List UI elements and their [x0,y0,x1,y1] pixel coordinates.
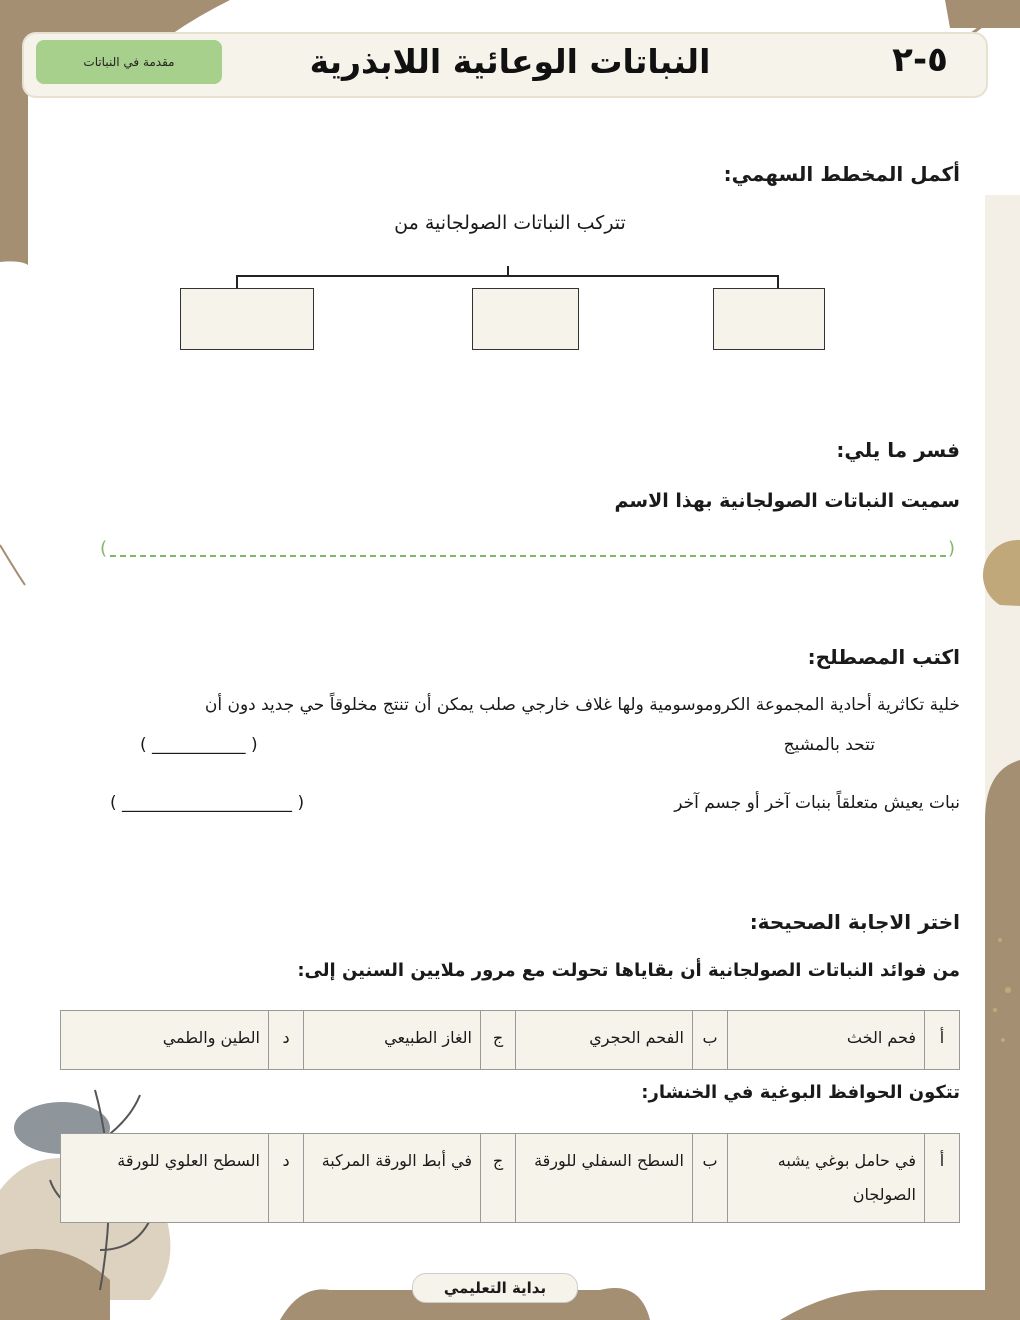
mcq2-options-table [60,1133,960,1223]
footer-label: بداية التعليمي [412,1273,578,1303]
section1-heading: أكمل المخطط السهمي: [723,162,960,186]
term2-answer-blank[interactable]: ( ____________________ ) [110,793,305,813]
mcq2-question: تتكون الحوافظ البوغية في الخنشار: [641,1082,960,1103]
mcq1-option-b-letter[interactable]: ب [693,1011,728,1070]
mcq1-option-b[interactable]: الفحم الحجري [516,1011,693,1070]
term1-answer-blank[interactable]: ( ___________ ) [140,735,258,755]
mcq2-option-b-letter[interactable]: ب [693,1134,728,1223]
branch-left [0,545,25,585]
explain-question: سميت النباتات الصولجانية بهذا الاسم [614,490,960,512]
mcq2-option-d[interactable]: السطح العلوي للورقة [61,1134,269,1223]
mcq1-question: من فوائد النباتات الصولجانية أن بقاياها تحولت مع مرور ملايين السنين إلى: [297,960,960,981]
mcq2-option-a[interactable]: في حامل بوغي يشبه الصولجان [728,1134,925,1223]
section2-heading: فسر ما يلي: [836,438,960,462]
section3-heading: اكتب المصطلح: [807,645,960,669]
diagram-answer-box-center[interactable] [472,288,579,350]
brown-shape-bottom-right [780,1290,985,1320]
answer-close-paren: ) [100,538,108,559]
term1-line1: خلية تكاثرية أحادية المجموعة الكروموسومية ولها غلاف خارجي صلب يمكن أن تنتج مخلوقاً حي جديد دون أن [204,695,960,715]
mcq2-option-b[interactable]: السطح السفلي للورقة [516,1134,693,1223]
term1-line2: تتحد بالمشيج [783,735,875,755]
mcq2-option-c[interactable]: في أبط الورقة المركبة [304,1134,481,1223]
diagram-title: تتركب النباتات الصولجانية من [394,212,626,234]
diagram-answer-box-left[interactable] [180,288,314,350]
diagram-answer-box-right[interactable] [713,288,825,350]
section4-heading: اختر الاجابة الصحيحة: [749,910,960,934]
answer-open-paren: ( [948,538,956,559]
brown-shape-top-right [945,0,1020,28]
mcq1-option-d-letter[interactable]: د [269,1011,304,1070]
mcq1-option-c[interactable]: الغاز الطبيعي [304,1011,481,1070]
mcq1-option-c-letter[interactable]: ج [481,1011,516,1070]
topic-badge: مقدمة في النباتات [36,40,222,84]
mcq2-option-c-letter[interactable]: ج [481,1134,516,1223]
mcq2-option-d-letter[interactable]: د [269,1134,304,1223]
page-title: النباتات الوعائية اللابذرية [309,42,711,81]
mcq1-option-a[interactable]: فحم الخث [728,1011,925,1070]
mcq1-option-a-letter[interactable]: أ [925,1011,960,1070]
lesson-number: ٥-٢ [892,40,948,80]
explain-answer-line[interactable] [110,555,946,557]
mcq1-option-d[interactable]: الطين والطمي [61,1011,269,1070]
term2-text: نبات يعيش متعلقاً بنبات آخر أو جسم آخر [674,793,960,813]
mcq1-options-table [60,1010,960,1070]
mcq2-option-a-letter[interactable]: أ [925,1134,960,1223]
